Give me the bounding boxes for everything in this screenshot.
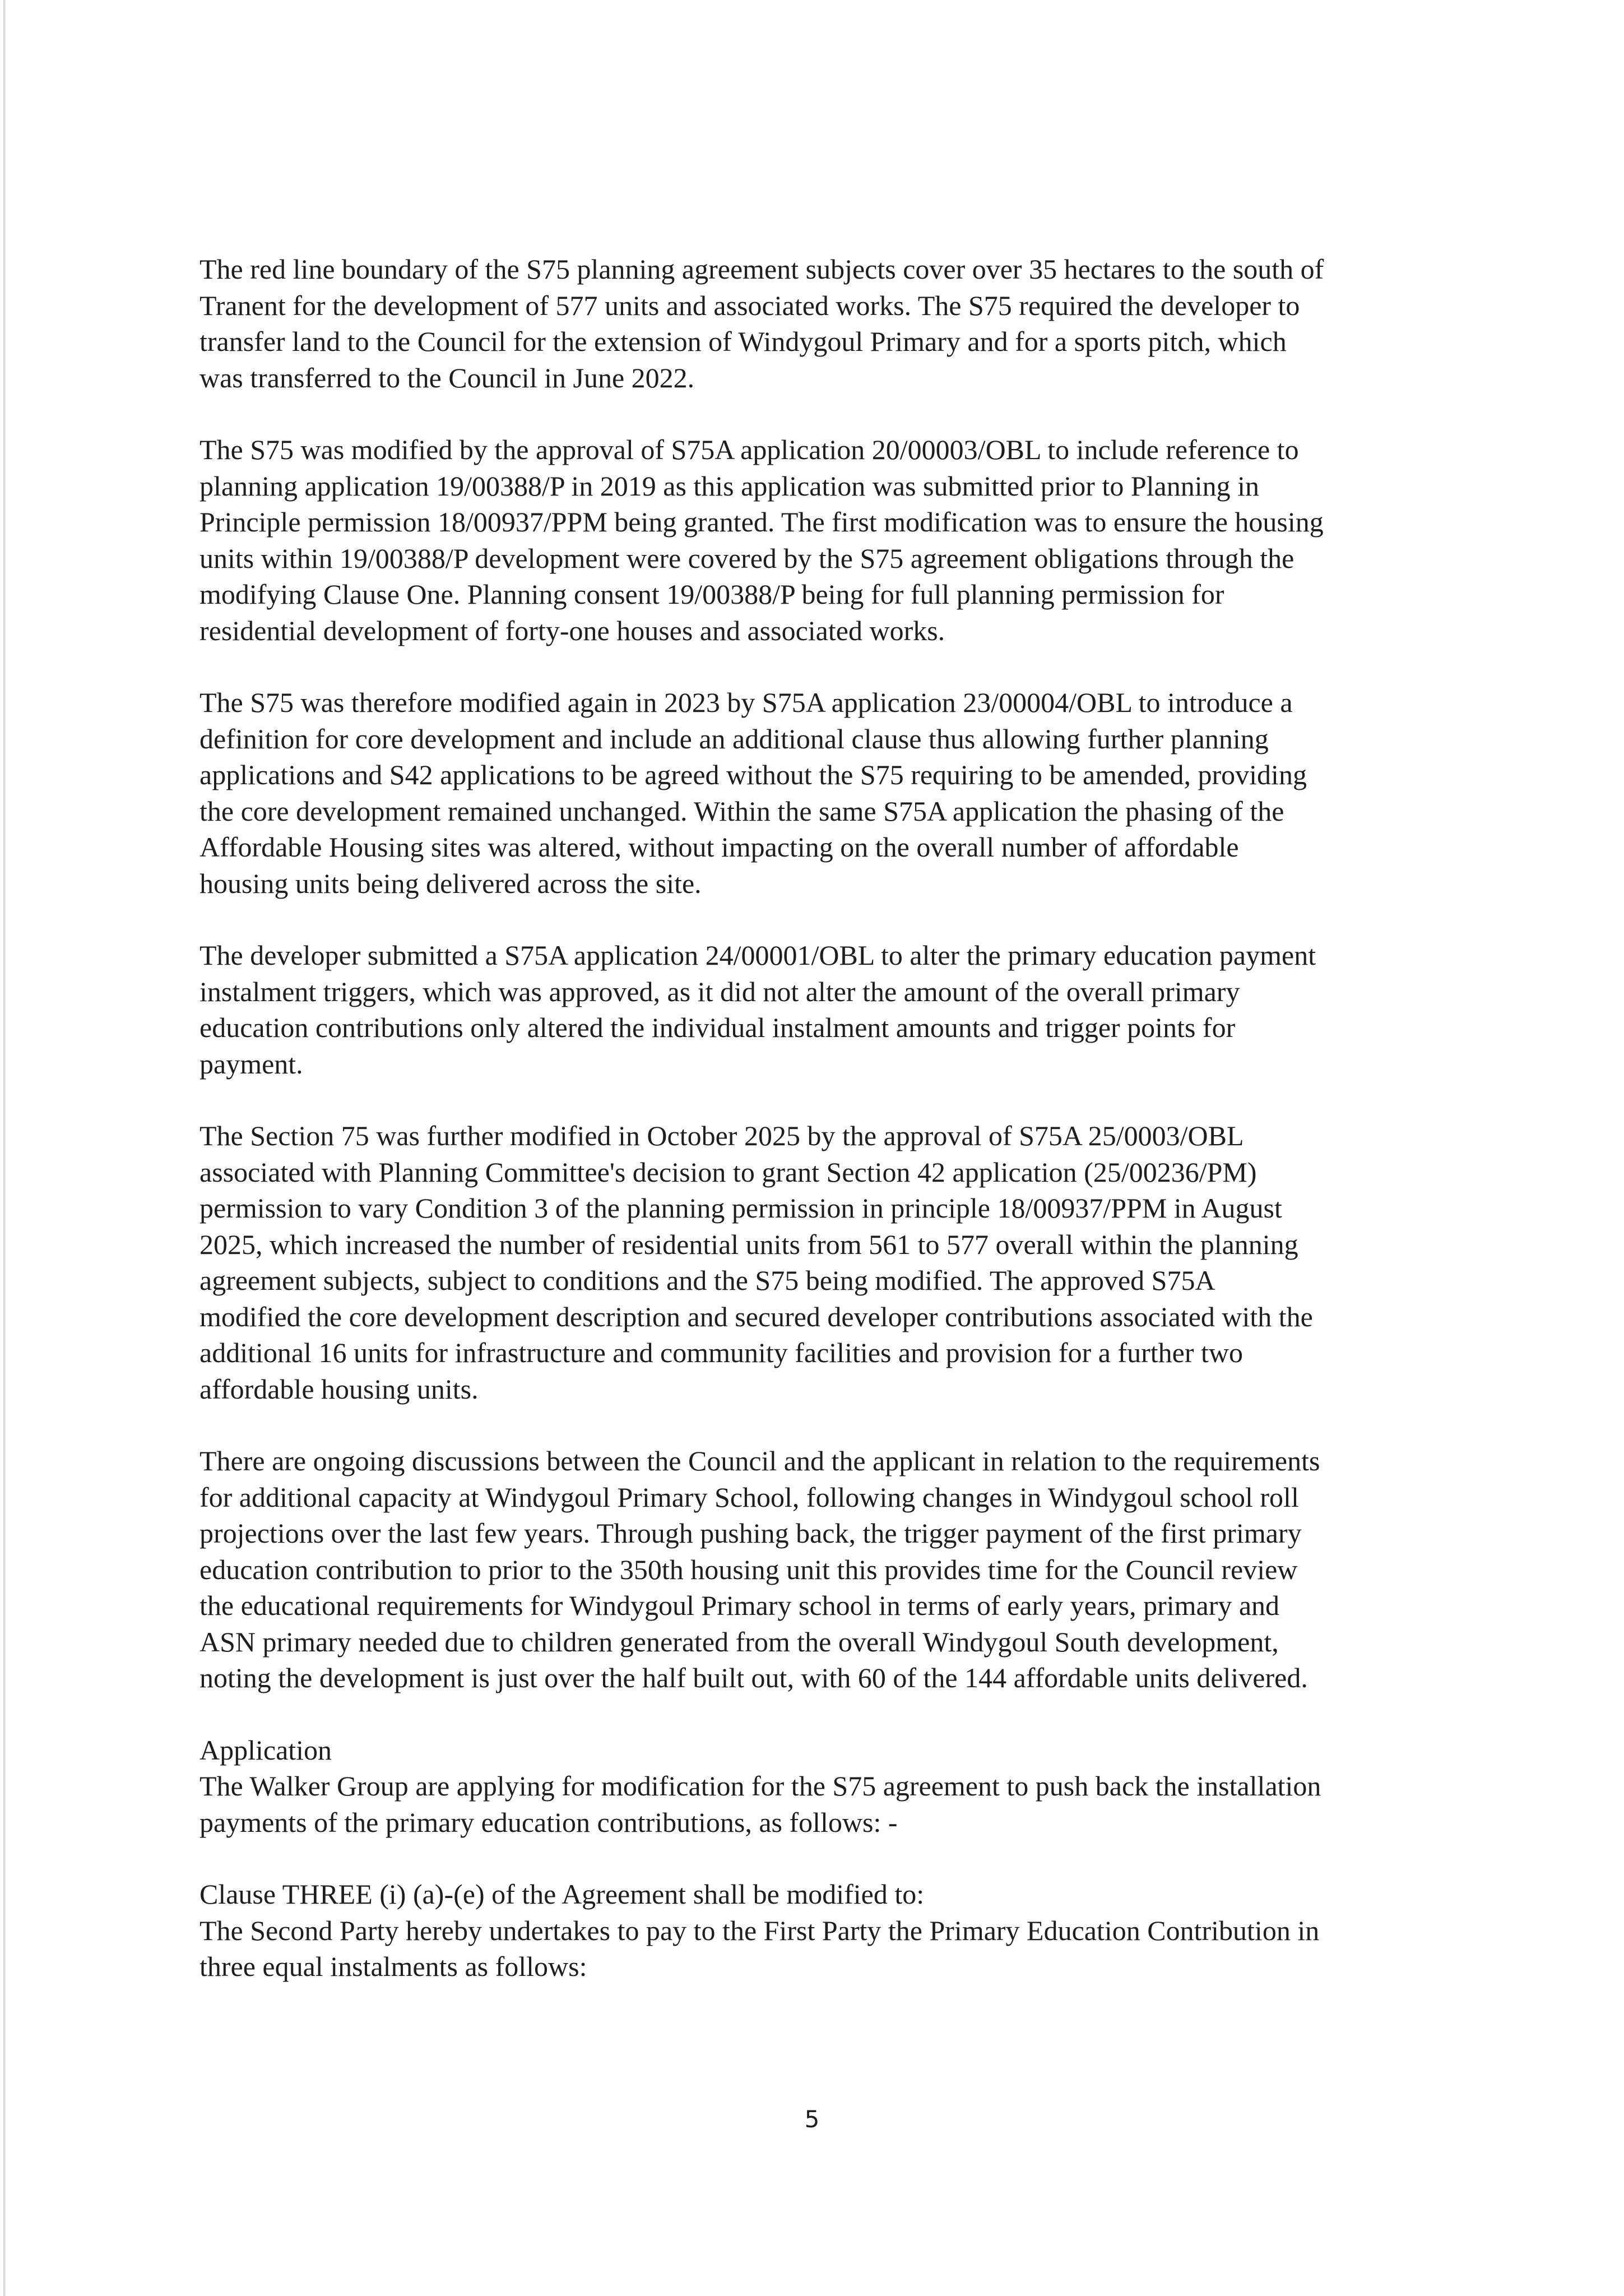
- clause-heading: Clause THREE (i) (a)-(e) of the Agreement shall be modified to:: [199, 1878, 925, 1910]
- paragraph-first-modification: The S75 was modified by the approval of S75A application 20/00003/OBL to include reference to planning application 19/00388/P in 2019 as this application was submitted prior to Planning in Principle permission 18/00937/PPM being granted. The first modification was to ensure the housing units within 19/00388/P development were covered by the S75 agreement obligations through the modifying Clause One. Planning consent 19/00388/P being for full planning permission for residential development of forty-one houses and associated works.: [199, 434, 1324, 646]
- application-text: The Walker Group are applying for modification for the S75 agreement to push back the installation payments of the primary education contributions, as follows: -: [199, 1770, 1321, 1838]
- scan-edge-shadow: [3, 0, 6, 2296]
- document-body: [199, 251, 1472, 1985]
- paragraph-october-2025-modification: The Section 75 was further modified in October 2025 by the approval of S75A 25/0003/OBL associated with Planning Committee's decision to grant Section 42 application (25/00236/PM) permission to vary Condition 3 of the planning permission in principle 18/00937/PPM in August 2025, which increased the number of residential units from 561 to 577 overall within the planning agreement subjects, subject to conditions and the S75 being modified. The approved S75A modified the core development description and secured developer contributions associated with the additional 16 units for infrastructure and community facilities and provision for a further two affordable housing units.: [199, 1120, 1313, 1405]
- clause-text: The Second Party hereby undertakes to pay to the First Party the Primary Education Contribution in three equal instalments as follows:: [199, 1914, 1320, 1982]
- paragraph-2023-modification: The S75 was therefore modified again in 2023 by S75A application 23/00004/OBL to introduce a definition for core development and include an additional clause thus allowing further planning applications and S42 applications to be agreed without the S75 requiring to be amended, providing the core development remained unchanged. Within the same S75A application the phasing of the Affordable Housing sites was altered, without impacting on the overall number of affordable housing units being delivered across the site.: [199, 687, 1307, 899]
- paragraph-instalment-triggers: The developer submitted a S75A application 24/00001/OBL to alter the primary education payment instalment triggers, which was approved, as it did not alter the amount of the overall primary education contributions only altered the individual instalment amounts and trigger points for payment.: [199, 939, 1316, 1080]
- application-heading: Application: [199, 1734, 332, 1766]
- paragraph-ongoing-discussions: There are ongoing discussions between the Council and the applicant in relation to the requirements for additional capacity at Windygoul Primary School, following changes in Windygoul school roll projections over the last few years. Through pushing back, the trigger payment of the first primary education contribution to prior to the 350th housing unit this provides time for the Council review the educational requirements for Windygoul Primary school in terms of early years, primary and ASN primary needed due to children generated from the overall Windygoul South development, noting the development is just over the half built out, with 60 of the 144 affordable units delivered.: [199, 1445, 1320, 1693]
- page-number: 5: [804, 2105, 820, 2133]
- paragraph-s75-boundary: The red line boundary of the S75 planning agreement subjects cover over 35 hectares to the south of Tranent for the development of 577 units and associated works. The S75 required the developer to transfer land to the Council for the extension of Windygoul Primary and for a sports pitch, which was transferred to the Council in June 2022.: [199, 253, 1324, 394]
